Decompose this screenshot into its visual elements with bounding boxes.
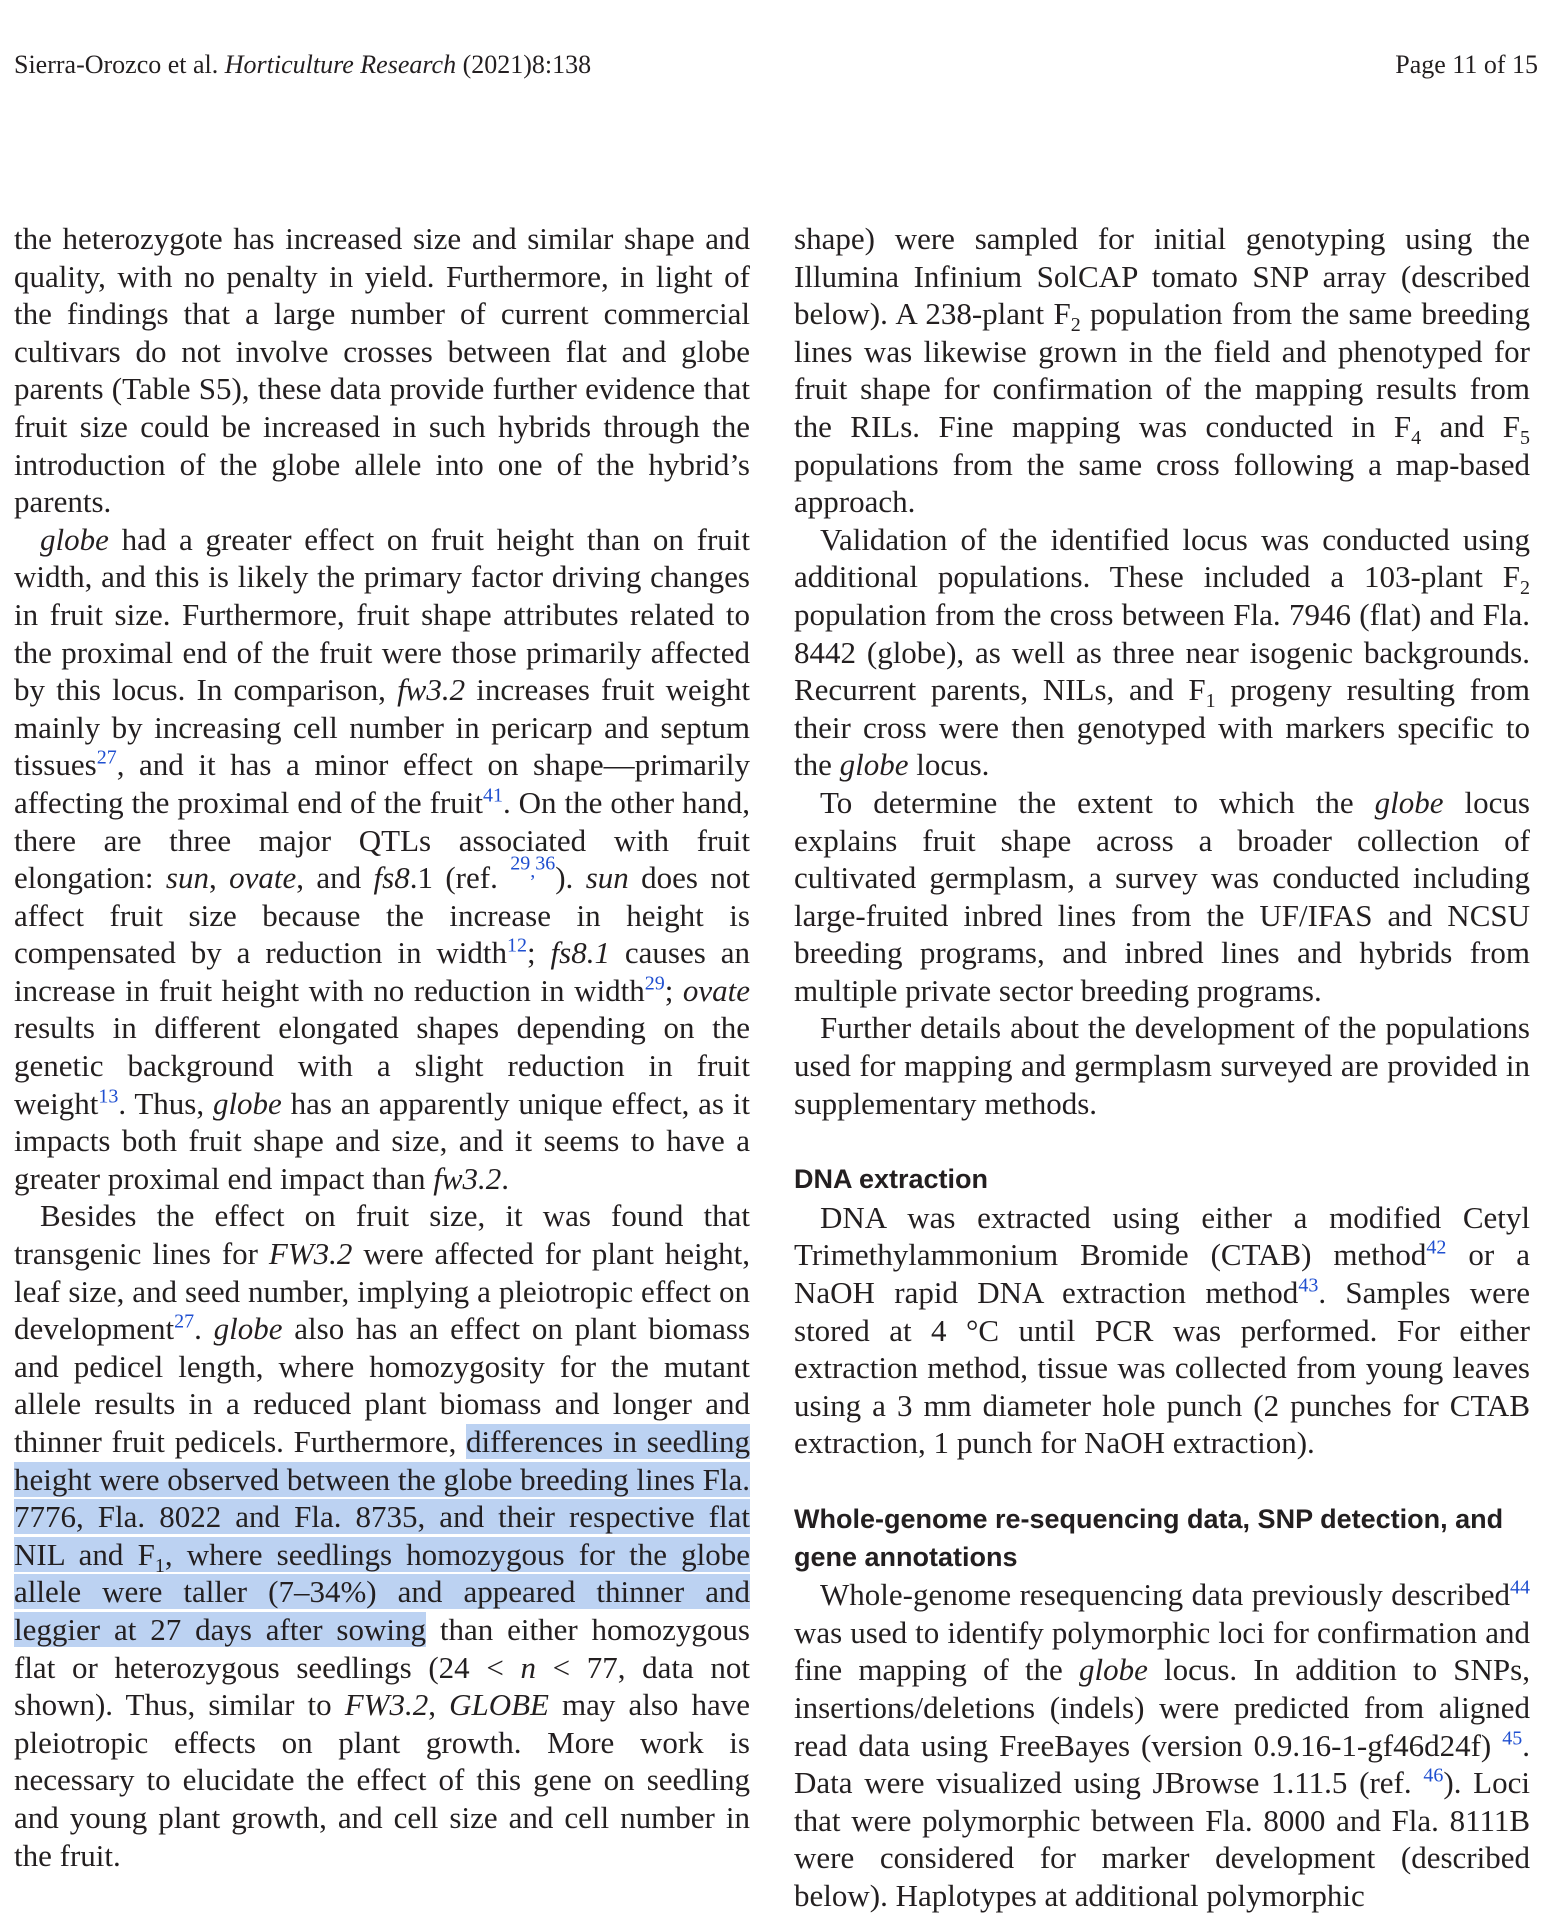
page-number: Page 11 of 15	[1395, 50, 1538, 79]
citation-link[interactable]: 41	[482, 784, 503, 807]
citation-link[interactable]: 13	[98, 1085, 119, 1108]
header-journal: Horticulture Research	[224, 50, 457, 79]
right-column	[794, 220, 1530, 1915]
citation-link[interactable]: 36	[535, 852, 556, 875]
citation-link[interactable]: 46	[1423, 1764, 1444, 1787]
left-column	[14, 220, 750, 1874]
header-authors: Sierra-Orozco et al.	[14, 50, 219, 79]
right-paragraph-3: To determine the extent to which the globe locus explains fruit shape across a broader collection of cultivated germplasm, a survey was conducted including large-fruited inbred lines from the UF/IFAS and NCSU breeding programs, and inbred lines and hybrids from multiple private sector breeding programs.	[794, 784, 1530, 1008]
left-paragraph-1: the heterozygote has increased size and similar shape and quality, with no penalty in yield. Furthermore, in light of the findings that a large number of current commercial cultivars do not involve crosses between flat and globe parents (Table S5), these data provide further evidence that fruit size could be increased in such hybrids through the introduction of the globe allele into one of the hybrid’s parents.	[14, 221, 750, 520]
citation-link[interactable]: 44	[1510, 1576, 1530, 1599]
right-paragraph-6: Whole-genome resequencing data previously described$^{44}$ was used to identify polymorphic loci for confirmation and fine mapping of the globe locus. In addition to SNPs, insertions/deletions (indels) were predicted from aligned read data using FreeBayes (version 0.9.16-1-gf46d24f) $^{45}$. Data were visualized using JBrowse 1.11.5 (ref. $^{46}$). Loci that were polymorphic between Fla. 8000 and Fla. 8111B were considered for marker development (described below). Haplotypes at additional polymorphic	[794, 1576, 1530, 1913]
citation-link[interactable]: 27	[96, 746, 117, 769]
highlighted-text[interactable]: differences in seedling height were observed between the globe breeding lines Fla. 7776, Fla. 8022 and Fla. 8735, and their respective flat NIL and $F_1$, where seedlings homozygous for the globe allele were taller (7–34%) and appeared thinner and leggier at 27 days after sowing	[14, 1424, 751, 1647]
citation-link[interactable]: 29	[510, 852, 531, 875]
right-paragraph-1: shape) were sampled for initial genotyping using the Illumina Infinium SolCAP tomato SNP array (described below). A 238-plant $F_2$ population from the same breeding lines was likewise grown in the field and phenotyped for fruit shape for confirmation of the mapping results from the RILs. Fine mapping was conducted in $F_4$ and $F_5$ populations from the same cross following a map-based approach.	[794, 221, 1530, 520]
left-paragraph-2: globe had a greater effect on fruit height than on fruit width, and this is likely the primary factor driving changes in fruit size. Furthermore, fruit shape attributes related to the proximal end of the fruit were those primarily affected by this locus. In comparison, fw3.2 increases fruit weight mainly by increasing cell number in pericarp and septum tissues$^{27}$, and it has a minor effect on shape—primarily affecting the proximal end of the fruit$^{41}$. On the other hand, there are three major QTLs associated with fruit elongation: sun, ovate, and fs8.1 (ref. $^{29,36}$). sun does not affect fruit size because the increase in height is compensated by a reduction in width$^{12}$; fs8.1 causes an increase in fruit height with no reduction in width$^{29}$; ovate results in different elongated shapes depending on the genetic background with a slight reduction in fruit weight$^{13}$. Thus, globe has an apparently unique effect, as it impacts both fruit shape and size, and it seems to have a greater proximal end impact than fw3.2.	[14, 521, 750, 1196]
citation-link[interactable]: 29	[644, 972, 665, 995]
section-heading-resequencing: Whole-genome re-sequencing data, SNP detection, and gene annotations	[794, 1504, 1504, 1572]
citation-link[interactable]: 45	[1502, 1727, 1523, 1750]
citation-link[interactable]: 12	[507, 934, 527, 957]
section-heading-dna-extraction: DNA extraction	[794, 1164, 989, 1195]
citation-link[interactable]: 42	[1426, 1237, 1447, 1260]
citation-link[interactable]: 43	[1298, 1274, 1319, 1297]
citation-line	[14, 48, 591, 82]
left-paragraph-3: Besides the effect on fruit size, it was found that transgenic lines for FW3.2 were affected for plant height, leaf size, and seed number, implying a pleiotropic effect on development$^{27}$. globe also has an effect on plant biomass and pedicel length, where homozygosity for the mutant allele results in a reduced plant biomass and longer and thinner fruit pedicels. Furthermore, differences in seedling height were observed between the globe breeding lines Fla. 7776, Fla. 8022 and Fla. 8735, and their respective flat NIL and $F_1$, where seedlings homozygous for the globe allele were taller (7–34%) and appeared thinner and leggier at 27 days after sowing than either homozygous flat or heterozygous seedlings (24 < n < 77, data not shown). Thus, similar to FW3.2, GLOBE may also have pleiotropic effects on plant growth. More work is necessary to elucidate the effect of this gene on seedling and young plant growth, and cell size and cell number in the fruit.	[14, 1198, 751, 1873]
right-paragraph-5: DNA was extracted using either a modified Cetyl Trimethylammonium Bromide (CTAB) method$^{42}$ or a NaOH rapid DNA extraction method$^{43}$. Samples were stored at 4 °C until PCR was performed. For either extraction method, tissue was collected from young leaves using a 3 mm diameter hole punch (2 punches for CTAB extraction, 1 punch for NaOH extraction).	[794, 1199, 1530, 1461]
header-volume: (2021)8:138	[462, 50, 592, 79]
right-paragraph-4: Further details about the development of the populations used for mapping and germplasm surveyed are provided in supplementary methods.	[794, 1010, 1530, 1121]
citation-link[interactable]: 27	[174, 1310, 195, 1333]
right-paragraph-2: Validation of the identified locus was conducted using additional populations. These included a 103-plant $F_2$ population from the cross between Fla. 7946 (flat) and Fla. 8442 (globe), as well as three near isogenic backgrounds. Recurrent parents, NILs, and $F_1$ progeny resulting from their cross were then genotyped with markers specific to the globe locus.	[794, 521, 1530, 783]
